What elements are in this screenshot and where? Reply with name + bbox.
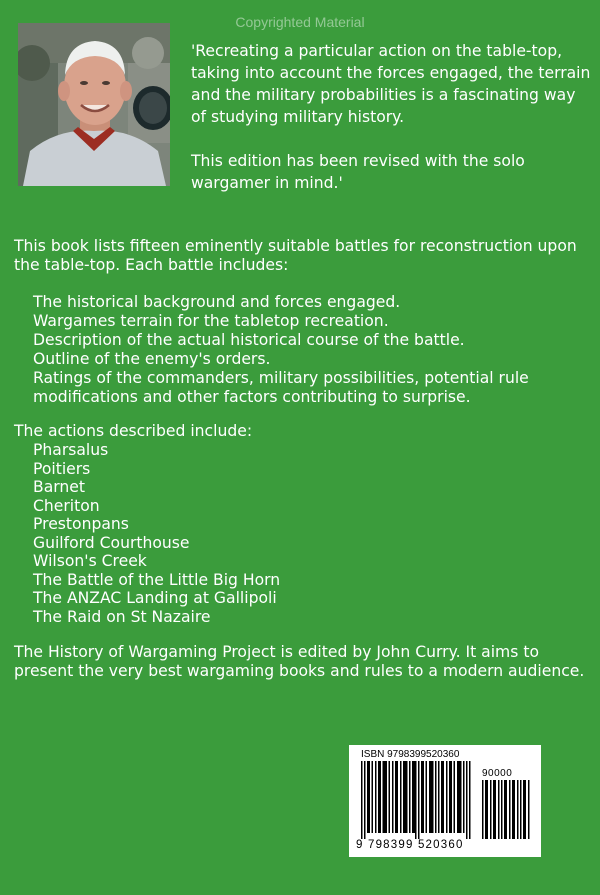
list-item: The ANZAC Landing at Gallipoli — [33, 589, 277, 607]
list-item: The Raid on St Nazaire — [33, 607, 211, 626]
project-footer: The History of Wargaming Project is edited by John Curry. It aims to present the very best wargaming books and rules to a modern audience. — [14, 643, 585, 680]
list-item: Description of the actual historical course of the battle. — [33, 331, 465, 349]
barcode-digits: 9 798399 520360 — [356, 839, 464, 851]
list-item: Barnet — [33, 478, 85, 496]
addon-barcode-bars — [482, 780, 530, 839]
list-item: Wilson's Creek — [33, 552, 147, 570]
book-intro: This book lists fifteen eminently suitable battles for reconstruction upon the table-top. Each battle includes: — [14, 237, 577, 274]
list-item: Prestonpans — [33, 515, 129, 533]
battle-features-list — [33, 293, 593, 407]
isbn-label: ISBN 9798399520360 — [361, 749, 460, 760]
list-item: The Battle of the Little Big Horn — [33, 570, 281, 589]
quote-paragraph: This edition has been revised with the solo wargamer in mind.' — [191, 152, 525, 192]
list-item: Ratings of the commanders, military possibilities, potential rule modifications and other factors contributing to surprise. — [33, 369, 529, 406]
actions-list — [33, 441, 280, 626]
quote-paragraph: 'Recreating a particular action on the table-top, taking into account the forces engaged, the terrain and the military probabilities is a fascinating way of studying military history. — [191, 42, 591, 126]
price-code: 90000 — [482, 768, 513, 779]
actions-heading: The actions described include: — [14, 422, 253, 440]
list-item: Wargames terrain for the tabletop recreation. — [33, 312, 389, 330]
author-photo — [18, 23, 170, 186]
copyright-watermark: Copyrighted Material — [235, 14, 365, 30]
list-item: Pharsalus — [33, 441, 109, 459]
list-item: Guilford Courthouse — [33, 533, 190, 552]
list-item: Outline of the enemy's orders. — [33, 350, 271, 368]
list-item: Poitiers — [33, 459, 91, 478]
author-quote — [191, 40, 591, 216]
isbn-barcode — [349, 745, 541, 857]
list-item: The historical background and forces engaged. — [33, 293, 401, 311]
barcode-bars — [361, 761, 473, 839]
list-item: Cheriton — [33, 496, 100, 515]
